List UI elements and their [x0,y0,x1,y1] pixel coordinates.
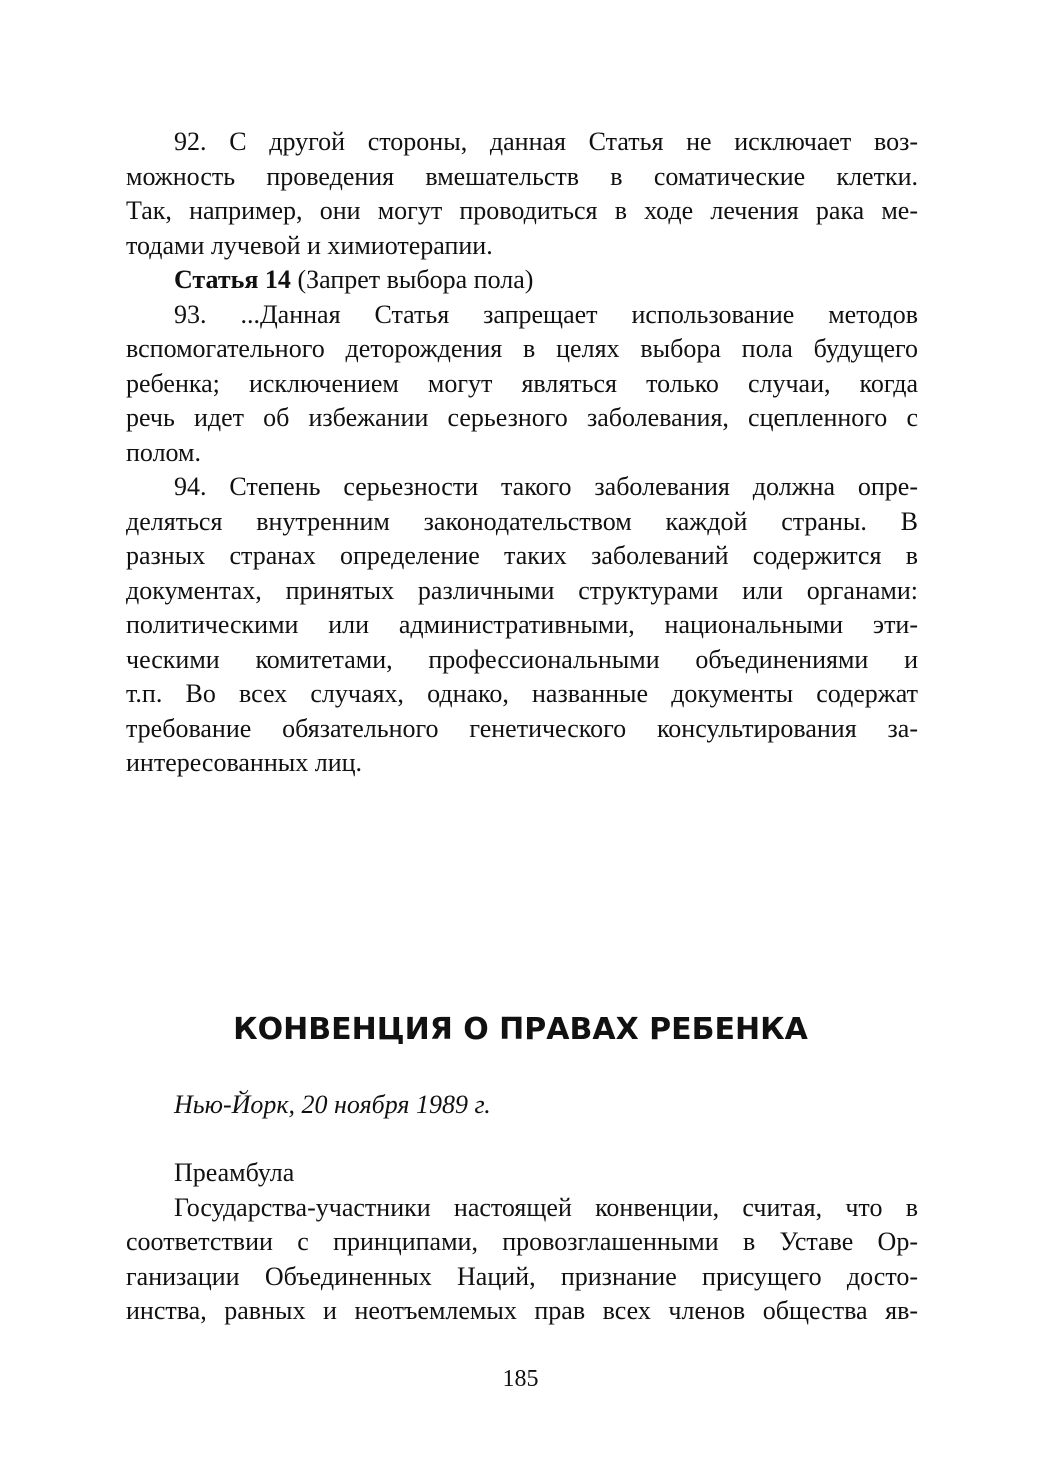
paragraph-93-line: вспомогательного деторождения в целях выбора пола будущего [126,334,918,363]
paragraph-94-line: ческими комитетами, профессиональными объединениями и [126,644,918,674]
paragraph-92-line: Так, например, они могут проводиться в ходе лечения рака ме- [126,196,918,225]
preamble-line: инства, равных и неотъемлемых прав всех членов общества яв- [126,1296,918,1325]
paragraph-93-line: 93. ...Данная Статья запрещает использование методов [174,299,918,329]
preamble-line: ганизации Объединенных Наций, признание присущего досто- [126,1261,918,1291]
preamble-block [126,1156,918,1329]
paragraph-92-line: тодами лучевой и химиотерапии. [126,230,493,260]
paragraph-92-line: можность проведения вмешательств в соматические клетки. [126,161,918,191]
preamble-line: соответствии с принципами, провозглашенными в Уставе Ор- [126,1227,918,1256]
paragraph-94-line: 94. Степень серьезности такого заболевания должна опре- [174,472,918,501]
article-14-heading [126,263,918,298]
article-14-subtitle: (Запрет выбора пола) [290,265,534,294]
paragraph-94-line: документах, принятых различными структурами или органами: [126,575,918,605]
paragraph-94-line: интересованных лиц. [126,748,363,777]
convention-title: КОНВЕНЦИЯ О ПРАВАХ РЕБЕНКА [233,1012,808,1047]
paragraph-93-line: ребенка; исключением могут являться только случаи, когда [126,368,918,398]
paragraph-94-line: деляться внутренним законодательством каждой страны. В [126,506,918,536]
paragraph-94-line: политическими или административными, национальными эти- [126,610,918,639]
convention-place-date: Нью-Йорк, 20 ноября 1989 г. [174,1090,491,1119]
paragraph-92-line: 92. С другой стороны, данная Статья не исключает воз- [174,127,918,156]
paragraph-93-line: полом. [126,437,202,467]
paragraph-94-line: требование обязательного генетического консультирования за- [126,713,918,743]
paragraph-94-line: т.п. Во всех случаях, однако, названные документы содержат [126,679,918,708]
article-14-label: Статья 14 [174,265,291,294]
preamble-label: Преамбула [174,1158,295,1187]
preamble-line: Государства-участники настоящей конвенции, считая, что в [174,1192,918,1222]
article-commentary-block [126,125,918,781]
paragraph-93-line: речь идет об избежании серьезного заболевания, сцепленного с [126,403,918,432]
paragraph-94-line: разных странах определение таких заболеваний содержится в [126,541,918,570]
page-number: 185 [502,1366,539,1392]
